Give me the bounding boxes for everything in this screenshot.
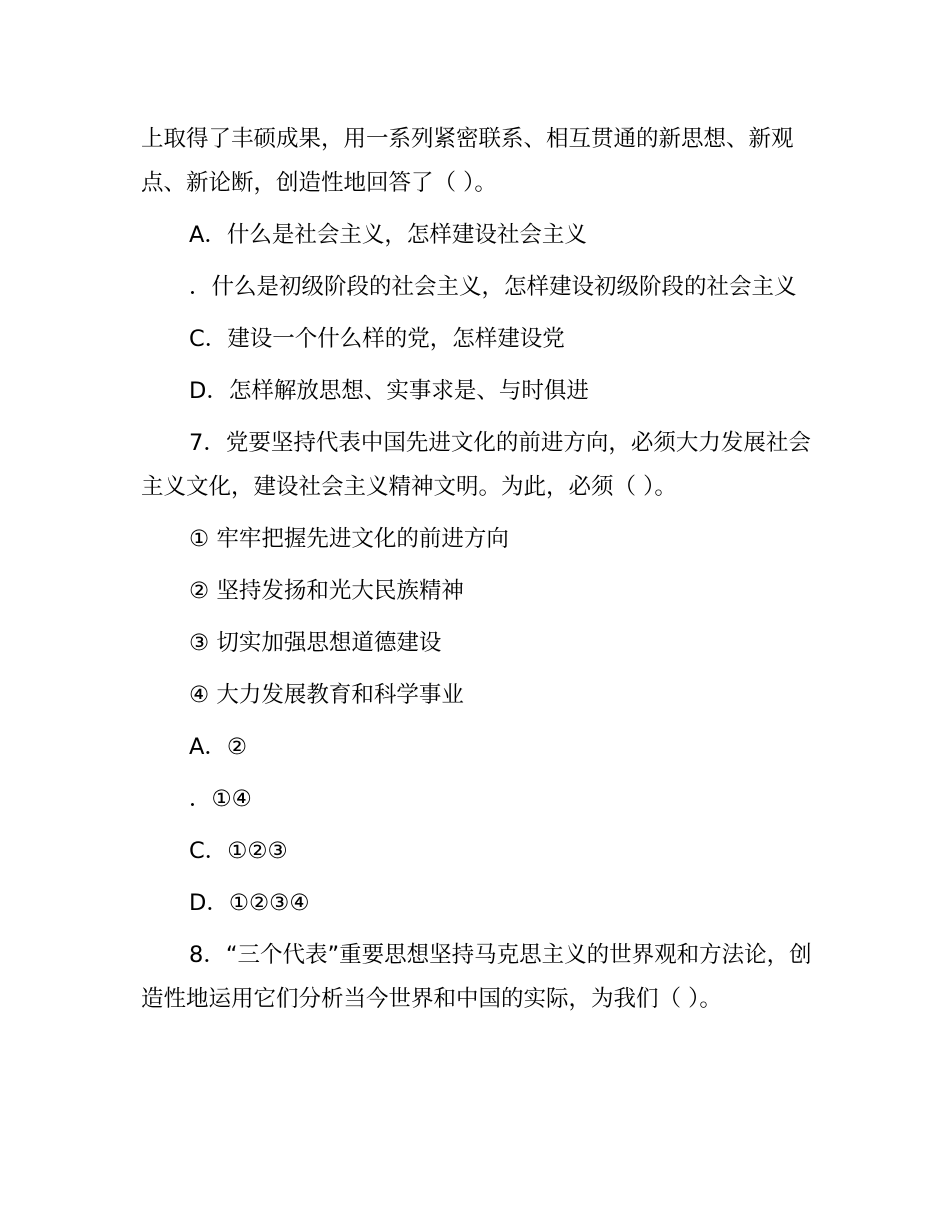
paragraph-continuation: 上取得了丰硕成果，用一系列紧密联系、相互贯通的新思想、新观点、新论断，创造性地回答了（ ）。	[141, 126, 794, 196]
q7-item-3: ③ 切实加强思想道德建设	[189, 630, 442, 656]
q6-option-a: A．什么是社会主义，怎样建设社会主义	[189, 222, 587, 248]
q6-option-d: D．怎样解放思想、实事求是、与时俱进	[189, 378, 589, 404]
question-7: 7．党要坚持代表中国先进文化的前进方向，必须大力发展社会主义文化，建设社会主义精神文明。为此，必须（ ）。	[141, 430, 811, 500]
q7-option-c: C．①②③	[189, 838, 288, 864]
q7-item-1: ① 牢牢把握先进文化的前进方向	[189, 526, 509, 552]
q7-option-b: ．①④	[189, 786, 252, 812]
q7-option-a: A．②	[189, 734, 248, 760]
q7-item-2: ② 坚持发扬和光大民族精神	[189, 578, 464, 604]
q7-option-d: D．①②③④	[189, 890, 310, 916]
q6-option-c: C．建设一个什么样的党，怎样建设党	[189, 326, 565, 352]
question-8: 8．“三个代表”重要思想坚持马克思主义的世界观和方法论，创造性地运用它们分析当今世界和中国的实际，为我们（ ）。	[141, 942, 812, 1012]
document-body	[141, 117, 821, 1021]
q6-option-b: ．什么是初级阶段的社会主义，怎样建设初级阶段的社会主义	[189, 274, 797, 300]
q7-item-4: ④ 大力发展教育和科学事业	[189, 682, 464, 708]
